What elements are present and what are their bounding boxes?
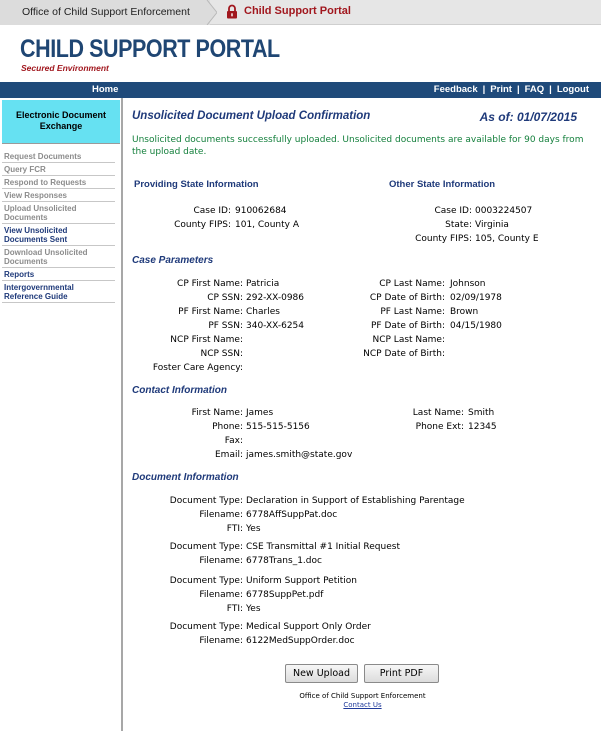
portal-logo-title: CHILD SUPPORT PORTAL <box>20 35 280 63</box>
contact-information-heading: Contact Information <box>132 385 227 396</box>
doc1-type-value: Declaration in Support of Establishing Parentage <box>246 496 465 506</box>
pf-ssn-value: 340-XX-6254 <box>246 321 305 331</box>
sidebar-item-query-fcr[interactable]: Query FCR <box>2 163 115 176</box>
nav-separator: | <box>516 84 520 95</box>
pf-last-name-label: PF Last Name: <box>380 307 445 317</box>
doc3-fti-label: FTI: <box>226 604 243 614</box>
cp-first-name-label: CP First Name: <box>177 279 243 289</box>
contact-phone-label: Phone: <box>212 422 243 432</box>
contact-last-name-value: Smith <box>468 408 495 418</box>
doc3-type-label: Document Type: <box>169 576 243 586</box>
breadcrumb-ocse-label[interactable]: Office of Child Support Enforcement <box>22 6 190 18</box>
cp-first-name-value: Patricia <box>246 279 280 289</box>
ncp-first-name-label: NCP First Name: <box>170 335 243 345</box>
cp-dob-label: CP Date of Birth: <box>369 293 445 303</box>
new-upload-button[interactable]: New Upload <box>285 664 358 683</box>
pf-first-name-label: PF First Name: <box>178 307 243 317</box>
ncp-last-name-label: NCP Last Name: <box>372 335 445 345</box>
pf-dob-label: PF Date of Birth: <box>370 321 445 331</box>
sidebar-item-reference-guide[interactable]: Intergovernmental Reference Guide <box>2 281 115 303</box>
nav-separator: | <box>549 84 552 95</box>
contact-last-name-label: Last Name: <box>412 408 464 418</box>
doc4-type-value: Medical Support Only Order <box>246 622 371 632</box>
portal-logo-subtitle: Secured Environment <box>21 63 109 73</box>
breadcrumb <box>0 0 601 25</box>
other-state-label: State: <box>445 220 472 230</box>
pf-dob-value: 04/15/1980 <box>450 321 502 331</box>
footer-org: Office of Child Support Enforcement <box>299 692 426 700</box>
sidebar-heading: Electronic Document Exchange <box>2 100 120 144</box>
nav-separator: | <box>482 84 486 95</box>
doc3-fti-value: Yes <box>246 604 261 614</box>
other-state-heading: Other State Information <box>389 179 496 190</box>
ncp-ssn-label: NCP SSN: <box>200 349 243 359</box>
contact-email-value: james.smith@state.gov <box>246 450 353 460</box>
doc1-type-label: Document Type: <box>169 496 243 506</box>
doc1-fti-value: Yes <box>246 524 261 534</box>
nav-feedback-link[interactable]: Feedback <box>433 84 478 95</box>
other-case-id-value: 0003224507 <box>475 206 533 216</box>
providing-state-heading: Providing State Information <box>134 179 259 190</box>
sidebar-item-download-unsolicited[interactable]: Download Unsolicited Documents <box>2 246 115 268</box>
sidebar-item-upload-unsolicited[interactable]: Upload Unsolicited Documents <box>2 202 115 224</box>
cp-ssn-value: 292-XX-0986 <box>246 293 305 303</box>
footer-contact-link[interactable]: Contact Us <box>343 701 382 709</box>
lock-icon <box>226 4 238 19</box>
contact-first-name-value: James <box>246 408 274 418</box>
breadcrumb-portal[interactable]: Child Support Portal <box>244 5 351 17</box>
doc1-filename-label: Filename: <box>199 510 243 520</box>
providing-county-fips-value: 101, County A <box>235 220 299 230</box>
doc2-type-value: CSE Transmittal #1 Initial Request <box>246 542 400 552</box>
other-state-value: Virginia <box>475 220 509 230</box>
doc3-type-value: Uniform Support Petition <box>246 576 357 586</box>
as-of-date: As of: 01/07/2015 <box>479 110 577 124</box>
sidebar-item-view-unsolicited-sent[interactable]: View Unsolicited Documents Sent <box>2 224 115 246</box>
doc1-fti-label: FTI: <box>226 524 243 534</box>
document-information-heading: Document Information <box>132 472 239 483</box>
other-case-id-label: Case ID: <box>434 206 472 216</box>
main-content <box>124 98 601 731</box>
nav-right-links <box>434 84 589 95</box>
pf-last-name-value: Brown <box>450 307 479 317</box>
success-message: Unsolicited documents successfully uploaded. Unsolicited documents are available for 90 days from the upload date. <box>132 135 584 157</box>
nav-logout-link[interactable]: Logout <box>556 84 589 95</box>
providing-case-id-label: Case ID: <box>193 206 231 216</box>
ncp-dob-label: NCP Date of Birth: <box>363 349 445 359</box>
doc4-type-label: Document Type: <box>169 622 243 632</box>
doc3-filename-label: Filename: <box>199 590 243 600</box>
case-parameters-heading: Case Parameters <box>132 255 214 266</box>
doc4-filename-label: Filename: <box>199 636 243 646</box>
contact-fax-label: Fax: <box>224 436 243 446</box>
contact-phone-ext-value: 12345 <box>468 422 497 432</box>
cp-last-name-value: Johnson <box>450 279 486 289</box>
doc4-filename-value: 6122MedSuppOrder.doc <box>246 636 355 646</box>
pf-first-name-value: Charles <box>246 307 280 317</box>
sidebar-item-request-documents[interactable]: Request Documents <box>2 150 115 163</box>
nav-faq-link[interactable]: FAQ <box>524 84 545 95</box>
sidebar-menu <box>2 150 115 303</box>
sidebar-item-reports[interactable]: Reports <box>2 268 115 281</box>
chevron-right-icon <box>204 0 217 25</box>
nav-home-link[interactable]: Home <box>92 84 119 95</box>
contact-email-label: Email: <box>214 450 243 460</box>
other-county-fips-label: County FIPS: <box>415 234 472 244</box>
sidebar-item-respond-to-requests[interactable]: Respond to Requests <box>2 176 115 189</box>
sidebar-item-view-responses[interactable]: View Responses <box>2 189 115 202</box>
foster-care-agency-label: Foster Care Agency: <box>152 363 243 373</box>
providing-county-fips-label: County FIPS: <box>174 220 231 230</box>
contact-phone-value: 515-515-5156 <box>246 422 310 432</box>
doc3-filename-value: 6778SuppPet.pdf <box>246 590 324 600</box>
top-nav-bar <box>0 82 601 98</box>
doc2-filename-label: Filename: <box>199 556 243 566</box>
page-title: Unsolicited Document Upload Confirmation <box>132 110 371 122</box>
doc2-type-label: Document Type: <box>169 542 243 552</box>
cp-last-name-label: CP Last Name: <box>379 279 445 289</box>
providing-case-id-value: 910062684 <box>235 206 287 216</box>
contact-first-name-label: First Name: <box>191 408 243 418</box>
sidebar <box>0 98 123 731</box>
pf-ssn-label: PF SSN: <box>208 321 243 331</box>
nav-print-link[interactable]: Print <box>490 84 512 95</box>
doc1-filename-value: 6778AffSuppPat.doc <box>246 510 338 520</box>
print-pdf-button[interactable]: Print PDF <box>364 664 439 683</box>
contact-phone-ext-label: Phone Ext: <box>415 422 464 432</box>
other-county-fips-value: 105, County E <box>475 234 539 244</box>
cp-dob-value: 02/09/1978 <box>450 293 502 303</box>
doc2-filename-value: 6778Trans_1.doc <box>246 556 322 566</box>
cp-ssn-label: CP SSN: <box>207 293 243 303</box>
breadcrumb-ocse[interactable] <box>0 0 210 25</box>
